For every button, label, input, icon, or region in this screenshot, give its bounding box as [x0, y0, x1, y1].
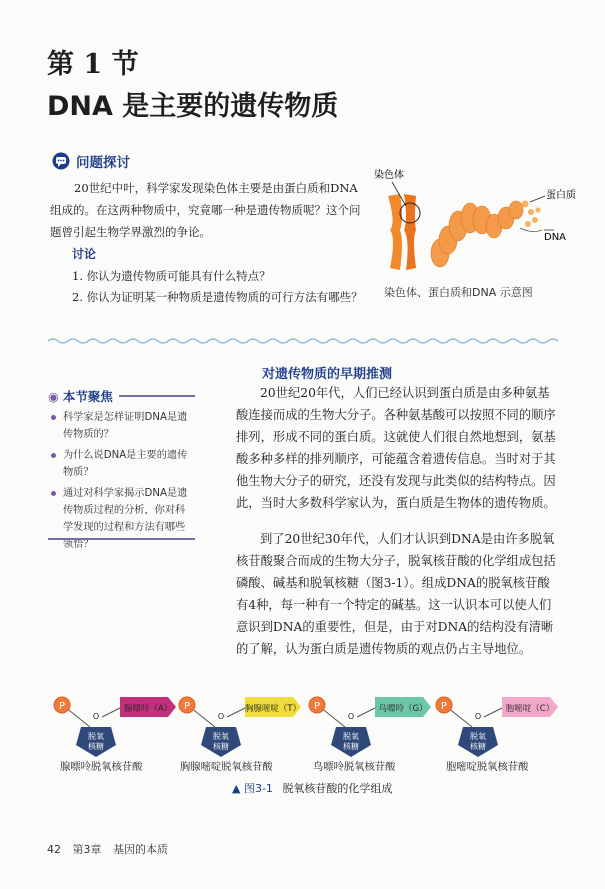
chapter-title: 基因的本质 — [113, 843, 168, 856]
dna-strand-image — [520, 228, 542, 232]
oxygen-label: O — [474, 712, 482, 721]
label-protein: 蛋白质 — [546, 190, 576, 201]
focus-bullet-icon: ◉ — [48, 388, 59, 404]
base-label: 胞嘧啶（C） — [505, 704, 555, 714]
sugar-label: 核糖 — [213, 742, 229, 751]
sugar-label: 脱氧 — [343, 732, 359, 741]
focus-item: 科学家是怎样证明DNA是遗传物质的？ — [48, 409, 195, 443]
page-footer — [47, 841, 176, 857]
section-title: DNA 是主要的遗传物质 — [47, 91, 339, 122]
sugar-label: 核糖 — [470, 742, 486, 751]
discussion-intro: 20世纪中叶，科学家发现染色体主要是由蛋白质和DNA组成的。在这两种物质中，究竟哪一种是遗传物质呢？这个问题曾引起生物学界激烈的争论。 — [50, 181, 361, 239]
caption-marker-icon: ▲ — [232, 782, 241, 795]
label-dna: DNA — [544, 232, 567, 243]
focus-title-rule — [119, 395, 195, 397]
wavy-divider — [48, 337, 563, 345]
label-chromosome: 染色体 — [374, 170, 404, 181]
focus-title-row — [48, 387, 195, 405]
sugar-label: 脱氧 — [213, 732, 229, 741]
oxygen-label: O — [92, 712, 100, 721]
sugar-label: 核糖 — [88, 742, 104, 751]
phosphate-label: P — [58, 701, 66, 712]
phosphate-label: P — [440, 701, 448, 712]
section-focus-box — [48, 387, 195, 553]
discussion-question-2: 2. 你认为证明某一种物质是遗传物质的可行方法有哪些？ — [72, 290, 363, 304]
figure-caption — [232, 780, 392, 796]
nucleotide-name: 胞嘧啶脱氧核苷酸 — [446, 761, 529, 773]
discussion-header — [52, 150, 130, 172]
main-heading: 对遗传物质的早期推测 — [262, 367, 393, 382]
focus-bottom-rule — [48, 538, 195, 540]
illustration-caption: 染色体、蛋白质和DNA 示意图 — [384, 286, 533, 299]
discussion-subheading: 讨论 — [72, 247, 97, 261]
chromosome-illustration — [370, 168, 576, 283]
protein-beads-image — [522, 201, 541, 228]
sugar-label: 脱氧 — [88, 732, 104, 741]
chromatin-coil-image — [431, 201, 523, 267]
oxygen-label: O — [347, 712, 355, 721]
main-paragraph-2: 到了20世纪30年代，人们才认识到DNA是由许多脱氧核苷酸聚合而成的生物大分子，脱氧核苷酸的化学组成包括磷酸、碱基和脱氧核糖（图3-1）。组成DNA的脱氧核苷酸有4种，每一种有一个特定的碱基。这一认识本可以使人们意识到DNA的重要性，但是，由于对DNA的结构没有清晰的了解，认为蛋白质是遗传物质的观点仍占主导地位。 — [236, 532, 556, 656]
chapter-number: 第3章 — [72, 843, 102, 856]
page-number: 42 — [47, 843, 61, 856]
nucleotide-name: 鸟嘌呤脱氧核苷酸 — [313, 761, 396, 773]
discussion-heading: 问题探讨 — [76, 155, 130, 171]
sugar-label: 脱氧 — [470, 732, 486, 741]
base-label: 鸟嘌呤（G） — [378, 704, 428, 714]
discussion-question-1: 1. 你认为遗传物质可能具有什么特点？ — [72, 269, 271, 283]
focus-item: 为什么说DNA是主要的遗传物质？ — [48, 447, 195, 481]
main-paragraph-1: 20世纪20年代，人们已经认识到蛋白质是由多种氨基酸连接而成的生物大分子。各种氨基酸可以按照不同的顺序排列，形成不同的蛋白质。这就使人们很自然地想到，氨基酸多种多样的排列顺序，可能蕴含着遗传信息。当时对于其他生物大分子的研究，还没有发现与此类似的结构特点。因此，当时大多数科学家认为，蛋白质是生物体的遗传物质。 — [236, 386, 556, 510]
nucleotide-name: 胸腺嘧啶脱氧核苷酸 — [180, 761, 273, 773]
nucleotide-name: 腺嘌呤脱氧核苷酸 — [60, 761, 143, 773]
base-label: 腺嘌呤（A） — [123, 704, 173, 714]
focus-title: 本节聚焦 — [62, 389, 113, 404]
sugar-label: 核糖 — [343, 742, 359, 751]
figure-number: 图3-1 — [243, 782, 273, 795]
focus-item: 通过对科学家揭示DNA是遗传物质过程的分析，你对科学发现的过程和方法有哪些领悟？ — [48, 485, 195, 553]
section-number: 第 1 节 — [47, 49, 139, 80]
phosphate-label: P — [313, 701, 321, 712]
chromosome-image — [388, 182, 420, 270]
phosphate-label: P — [183, 701, 191, 712]
figure-caption-text: 脱氧核苷酸的化学组成 — [282, 782, 393, 795]
base-label: 胸腺嘧啶（T） — [244, 704, 302, 714]
discussion-bubble-icon — [52, 152, 70, 170]
oxygen-label: O — [217, 712, 225, 721]
